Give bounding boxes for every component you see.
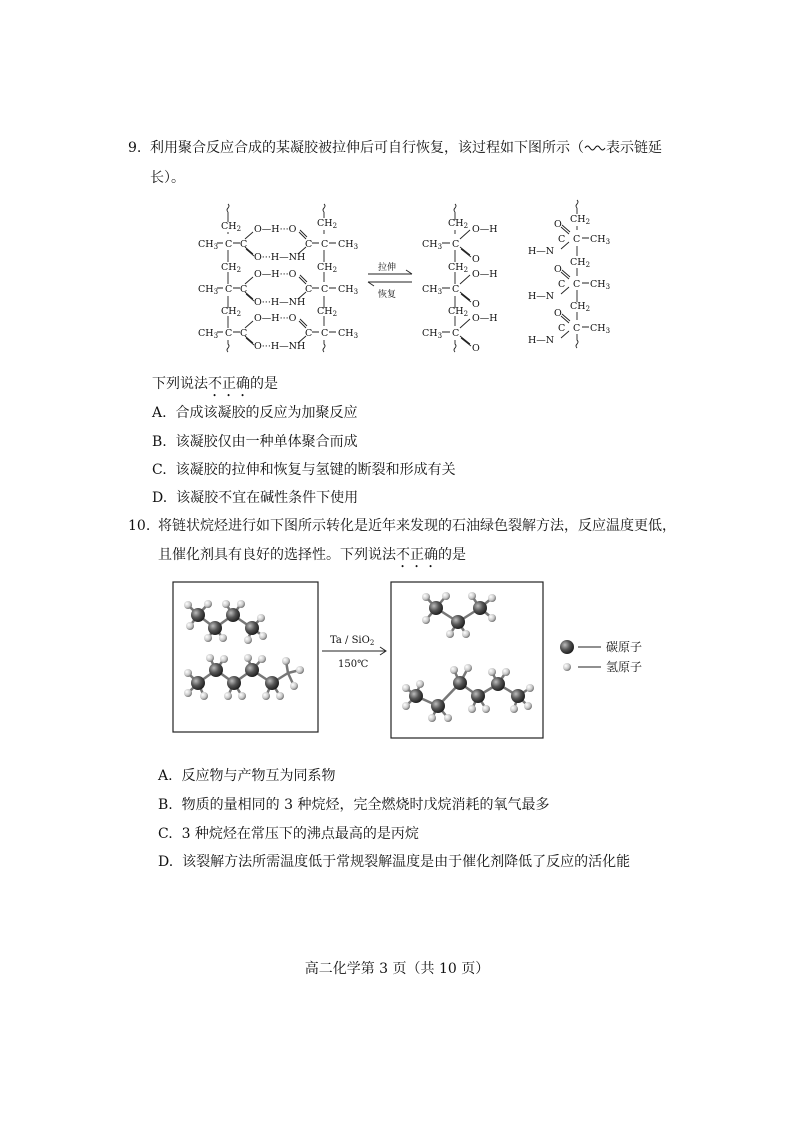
q9-prompt-emphasis: 不正确 — [208, 376, 250, 392]
q10-option-d — [158, 852, 630, 872]
q9-ch3-label: $CH_3$ — [422, 239, 443, 251]
q9-ch2-label: $CH_2$ — [221, 262, 242, 274]
option-text: 该凝胶的拉伸和恢复与氢键的断裂和形成有关 — [175, 462, 456, 478]
q9-ch3-label: $CH_3$ — [198, 328, 219, 340]
q9-c-label: C — [321, 284, 329, 295]
option-label: C. — [158, 826, 173, 842]
q9-ch3-label: $CH_3$ — [590, 323, 611, 335]
q9-hn-label: H—N — [528, 246, 555, 257]
q9-ch2-label: $CH_2$ — [221, 221, 242, 233]
q10-cracking-figure — [168, 578, 688, 744]
hydrogen-atom-icon — [563, 663, 571, 671]
q9-prompt-a: 下列说法 — [152, 376, 208, 392]
q9-ch2-label: $CH_2$ — [317, 306, 338, 318]
q9-stem-line2: 长）。 — [150, 170, 185, 186]
option-label: B. — [152, 434, 167, 450]
option-label: C. — [152, 462, 167, 478]
q9-stem-part-a: 利用聚合反应合成的某凝胶被拉伸后可自行恢复，该过程如下图所示（ — [150, 140, 584, 156]
q9-c-label: C — [321, 328, 329, 339]
q9-ch2-label: $CH_2$ — [317, 262, 338, 274]
q9-c-label: C — [452, 328, 460, 339]
q10-option-a — [158, 766, 335, 786]
q9-c-label: C — [573, 234, 581, 245]
q9-c-label: C — [573, 279, 581, 290]
q9-o-label: O — [554, 308, 562, 319]
q9-c-label: C — [240, 328, 248, 339]
q9-ch2-label: $CH_2$ — [448, 218, 469, 230]
hexane-molecule — [402, 664, 534, 722]
q9-c-label: C — [321, 239, 329, 250]
option-text: 物质的量相同的 3 种烷烃，完全燃烧时戊烷消耗的氧气最多 — [181, 797, 550, 813]
q9-ch3-label: $CH_3$ — [590, 279, 611, 291]
q9-option-a — [152, 403, 357, 423]
q9-prompt — [152, 370, 278, 400]
q9-stem-line1 — [150, 134, 662, 162]
q9-hbond-n-label: O···H—NH — [254, 297, 306, 308]
q9-c-label: C — [452, 239, 460, 250]
q10-stem-c: 的是 — [438, 547, 466, 563]
q9-hn-label: H—N — [528, 335, 555, 346]
q9-ch3-label: $CH_3$ — [590, 234, 611, 246]
q9-ch2-label: $CH_2$ — [570, 257, 591, 269]
option-label: B. — [158, 797, 173, 813]
q9-ch2-label: $CH_2$ — [570, 214, 591, 226]
q9-ch3-label: $CH_3$ — [338, 328, 359, 340]
q9-ch3-label: $CH_3$ — [422, 284, 443, 296]
q9-stem-part-b: 表示链延 — [606, 140, 662, 156]
q9-ch2-label: $CH_2$ — [448, 306, 469, 318]
q9-c-label: C — [558, 323, 566, 334]
q9-ch3-label: $CH_3$ — [198, 239, 219, 251]
q9-ch2-label: $CH_2$ — [317, 218, 338, 230]
catalyst-label: Ta / SiO$_2$ — [330, 635, 375, 647]
propane-molecule — [422, 592, 496, 638]
q10-option-c — [158, 824, 419, 844]
pentane-molecule — [184, 654, 304, 700]
q9-c-label: C — [305, 328, 313, 339]
temperature-label: 150℃ — [338, 659, 369, 670]
q9-o-label: O — [472, 299, 480, 310]
q9-c-label: C — [225, 328, 233, 339]
q9-hbond-o-label: O—H···O — [254, 269, 297, 280]
q9-ch2-label: $CH_2$ — [448, 262, 469, 274]
option-label: D. — [158, 854, 174, 870]
q9-c-label: C — [240, 239, 248, 250]
q9-o-label: O — [554, 264, 562, 275]
q10-stem-line1: 将链状烷烃进行如下图所示转化是近年来发现的石油绿色裂解方法，反应温度更低， — [158, 518, 676, 534]
q9-c-label: C — [240, 284, 248, 295]
q9-c-label: C — [558, 234, 566, 245]
q9-oh-label: O—H — [472, 224, 498, 235]
q9-oh-label: O—H — [472, 269, 498, 280]
q9-ch2-label: $CH_2$ — [221, 306, 242, 318]
q9-ch3-label: $CH_3$ — [198, 284, 219, 296]
q9-number: 9. — [128, 140, 142, 156]
q9-hbond-n-label: O···H—NH — [254, 341, 306, 352]
q9-c-label: C — [573, 323, 581, 334]
q9-c-label: C — [452, 284, 460, 295]
product-box — [391, 582, 543, 738]
q9-o-label: O — [472, 343, 480, 354]
option-label: D. — [152, 490, 168, 506]
q9-prompt-c: 的是 — [250, 376, 278, 392]
q9-hbond-o-label: O—H···O — [254, 313, 297, 324]
option-text: 该凝胶仅由一种单体聚合而成 — [175, 434, 358, 450]
q9-ch3-label: $CH_3$ — [338, 239, 359, 251]
carbon-atom-icon — [560, 640, 574, 654]
butane-molecule — [184, 600, 267, 644]
page-footer: 高二化学第 3 页（共 10 页） — [304, 961, 490, 977]
q9-option-b — [152, 432, 358, 452]
option-text: 合成该凝胶的反应为加聚反应 — [175, 405, 358, 421]
q9-o-label: O — [554, 219, 562, 230]
q9-c-label: C — [305, 239, 313, 250]
q10-option-b — [158, 795, 549, 815]
q10-stem-emphasis: 不正确 — [396, 547, 438, 563]
q9-c-label: C — [305, 284, 313, 295]
recover-label: 恢复 — [378, 290, 397, 300]
q10-stem-line2 — [158, 541, 466, 571]
q9-option-d — [152, 488, 358, 508]
wavy-chain-icon — [584, 143, 606, 153]
q9-ch2-label: $CH_2$ — [570, 301, 591, 313]
q9-c-label: C — [225, 284, 233, 295]
q9-ch3-label: $CH_3$ — [422, 328, 443, 340]
stretch-label: 拉伸 — [378, 263, 397, 273]
q9-c-label: C — [558, 279, 566, 290]
option-text: 反应物与产物互为同系物 — [181, 768, 336, 784]
q9-hn-label: H—N — [528, 291, 555, 302]
option-label: A. — [158, 768, 173, 784]
option-text: 该凝胶不宜在碱性条件下使用 — [176, 490, 359, 506]
legend-carbon: 碳原子 — [606, 640, 643, 654]
option-text: 该裂解方法所需温度低于常规裂解温度是由于催化剂降低了反应的活化能 — [182, 854, 631, 870]
q9-hbond-n-label: O···H—NH — [254, 252, 306, 263]
q9-option-c — [152, 460, 456, 480]
q9-gel-figure — [190, 192, 620, 362]
q9-c-label: C — [225, 239, 233, 250]
q10-stem-a: 且催化剂具有良好的选择性。下列说法 — [158, 547, 396, 563]
q9-hbond-o-label: O—H···O — [254, 224, 297, 235]
q9-oh-label: O—H — [472, 313, 498, 324]
q9-ch3-label: $CH_3$ — [338, 284, 359, 296]
legend-hydrogen: 氢原子 — [606, 660, 643, 674]
q9-o-label: O — [472, 254, 480, 265]
q10-number: 10. — [128, 518, 151, 534]
option-text: 3 种烷烃在常压下的沸点最高的是丙烷 — [181, 826, 419, 842]
option-label: A. — [152, 405, 167, 421]
